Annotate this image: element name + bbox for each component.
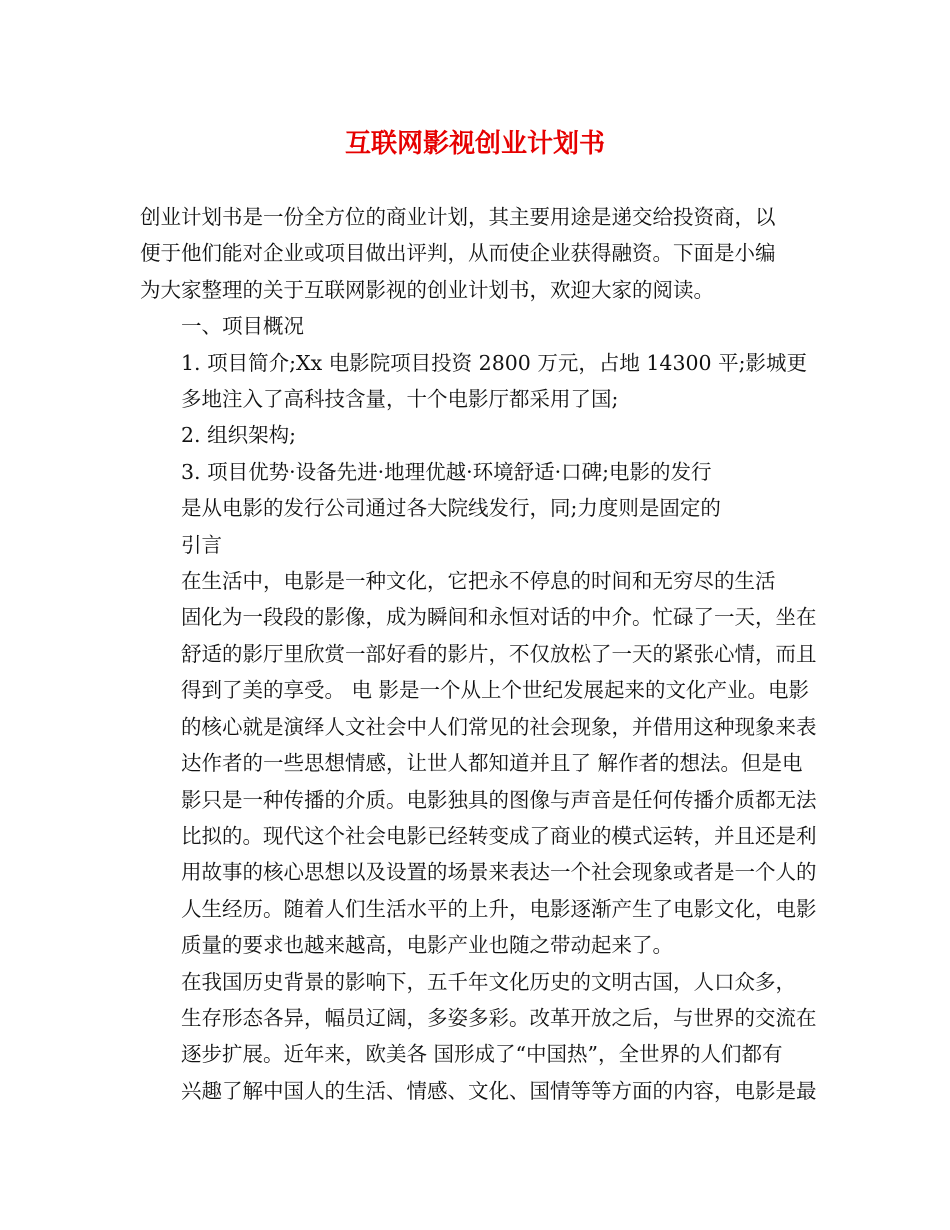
text-line: 质量的要求也越来越高，电影产业也随之带动起来了。 <box>181 933 673 958</box>
document-body <box>140 199 820 1109</box>
text-line: 2. 组织架构; <box>181 423 296 448</box>
text-line: 逐步扩展。近年来，欧美各 国形成了“中国热”，全世界的人们都有 <box>181 1042 783 1067</box>
text-line: 一、项目概况 <box>181 314 304 339</box>
text-line: 得到了美的享受。 电 影是一个从上个世纪发展起来的文化产业。电影 <box>181 678 810 703</box>
text-line: 固化为一段段的影像，成为瞬间和永恒对话的中介。忙碌了一天，坐在 <box>181 605 817 630</box>
text-line: 影只是一种传播的介质。电影独具的图像与声音是任何传播介质都无法 <box>181 787 817 812</box>
text-line: 引言 <box>181 532 222 557</box>
text-line: 为大家整理的关于互联网影视的创业计划书，欢迎大家的阅读。 <box>140 277 714 302</box>
text-line: 比拟的。现代这个社会电影已经转变成了商业的模式运转，并且还是利 <box>181 823 817 848</box>
paragraph <box>140 527 820 563</box>
text-line: 兴趣了解中国人的生活、情感、文化、国情等等方面的内容，电影是最 <box>181 1078 817 1103</box>
text-line: 人生经历。随着人们生活水平的上升，电影逐渐产生了电影文化，电影 <box>181 896 817 921</box>
paragraph <box>140 308 820 344</box>
text-line: 多地注入了高科技含量，十个电影厅都采用了国; <box>181 387 619 412</box>
text-line: 创业计划书是一份全方位的商业计划，其主要用途是递交给投资商，以 <box>140 205 776 229</box>
document-title: 互联网影视创业计划书 <box>344 129 605 159</box>
text-line: 3. 项目优势·设备先进·地理优越·环境舒适·口碑;电影的发行 <box>181 459 712 484</box>
text-line: 1. 项目简介;Xx 电影院项目投资 2800 万元，占地 14300 平;影城更 <box>181 350 808 375</box>
paragraph <box>140 417 820 453</box>
paragraph <box>140 345 820 418</box>
paragraph <box>140 563 820 963</box>
text-line: 在我国历史背景的影响下，五千年文化历史的文明古国，人口众多， <box>181 969 796 994</box>
text-line: 舒适的影厅里欣赏一部好看的影片，不仅放松了一天的紧张心情，而且 <box>181 641 817 666</box>
paragraph <box>140 199 820 308</box>
paragraph <box>140 964 820 1110</box>
text-line: 的核心就是演绎人文社会中人们常见的社会现象，并借用这种现象来表 <box>181 714 817 739</box>
paragraph <box>140 454 820 527</box>
text-line: 是从电影的发行公司通过各大院线发行，同;力度则是固定的 <box>181 496 721 521</box>
text-line: 生存形态各异，幅员辽阔，多姿多彩。改革开放之后，与世界的交流在 <box>181 1005 817 1030</box>
text-line: 便于他们能对企业或项目做出评判，从而使企业获得融资。下面是小编 <box>140 241 776 266</box>
text-line: 用故事的核心思想以及设置的场景来表达一个社会现象或者是一个人的 <box>181 860 817 885</box>
text-line: 在生活中，电影是一种文化，它把永不停息的时间和无穷尽的生活 <box>181 569 776 594</box>
text-line: 达作者的一些思想情感，让世人都知道并且了 解作者的想法。但是电 <box>181 751 803 776</box>
